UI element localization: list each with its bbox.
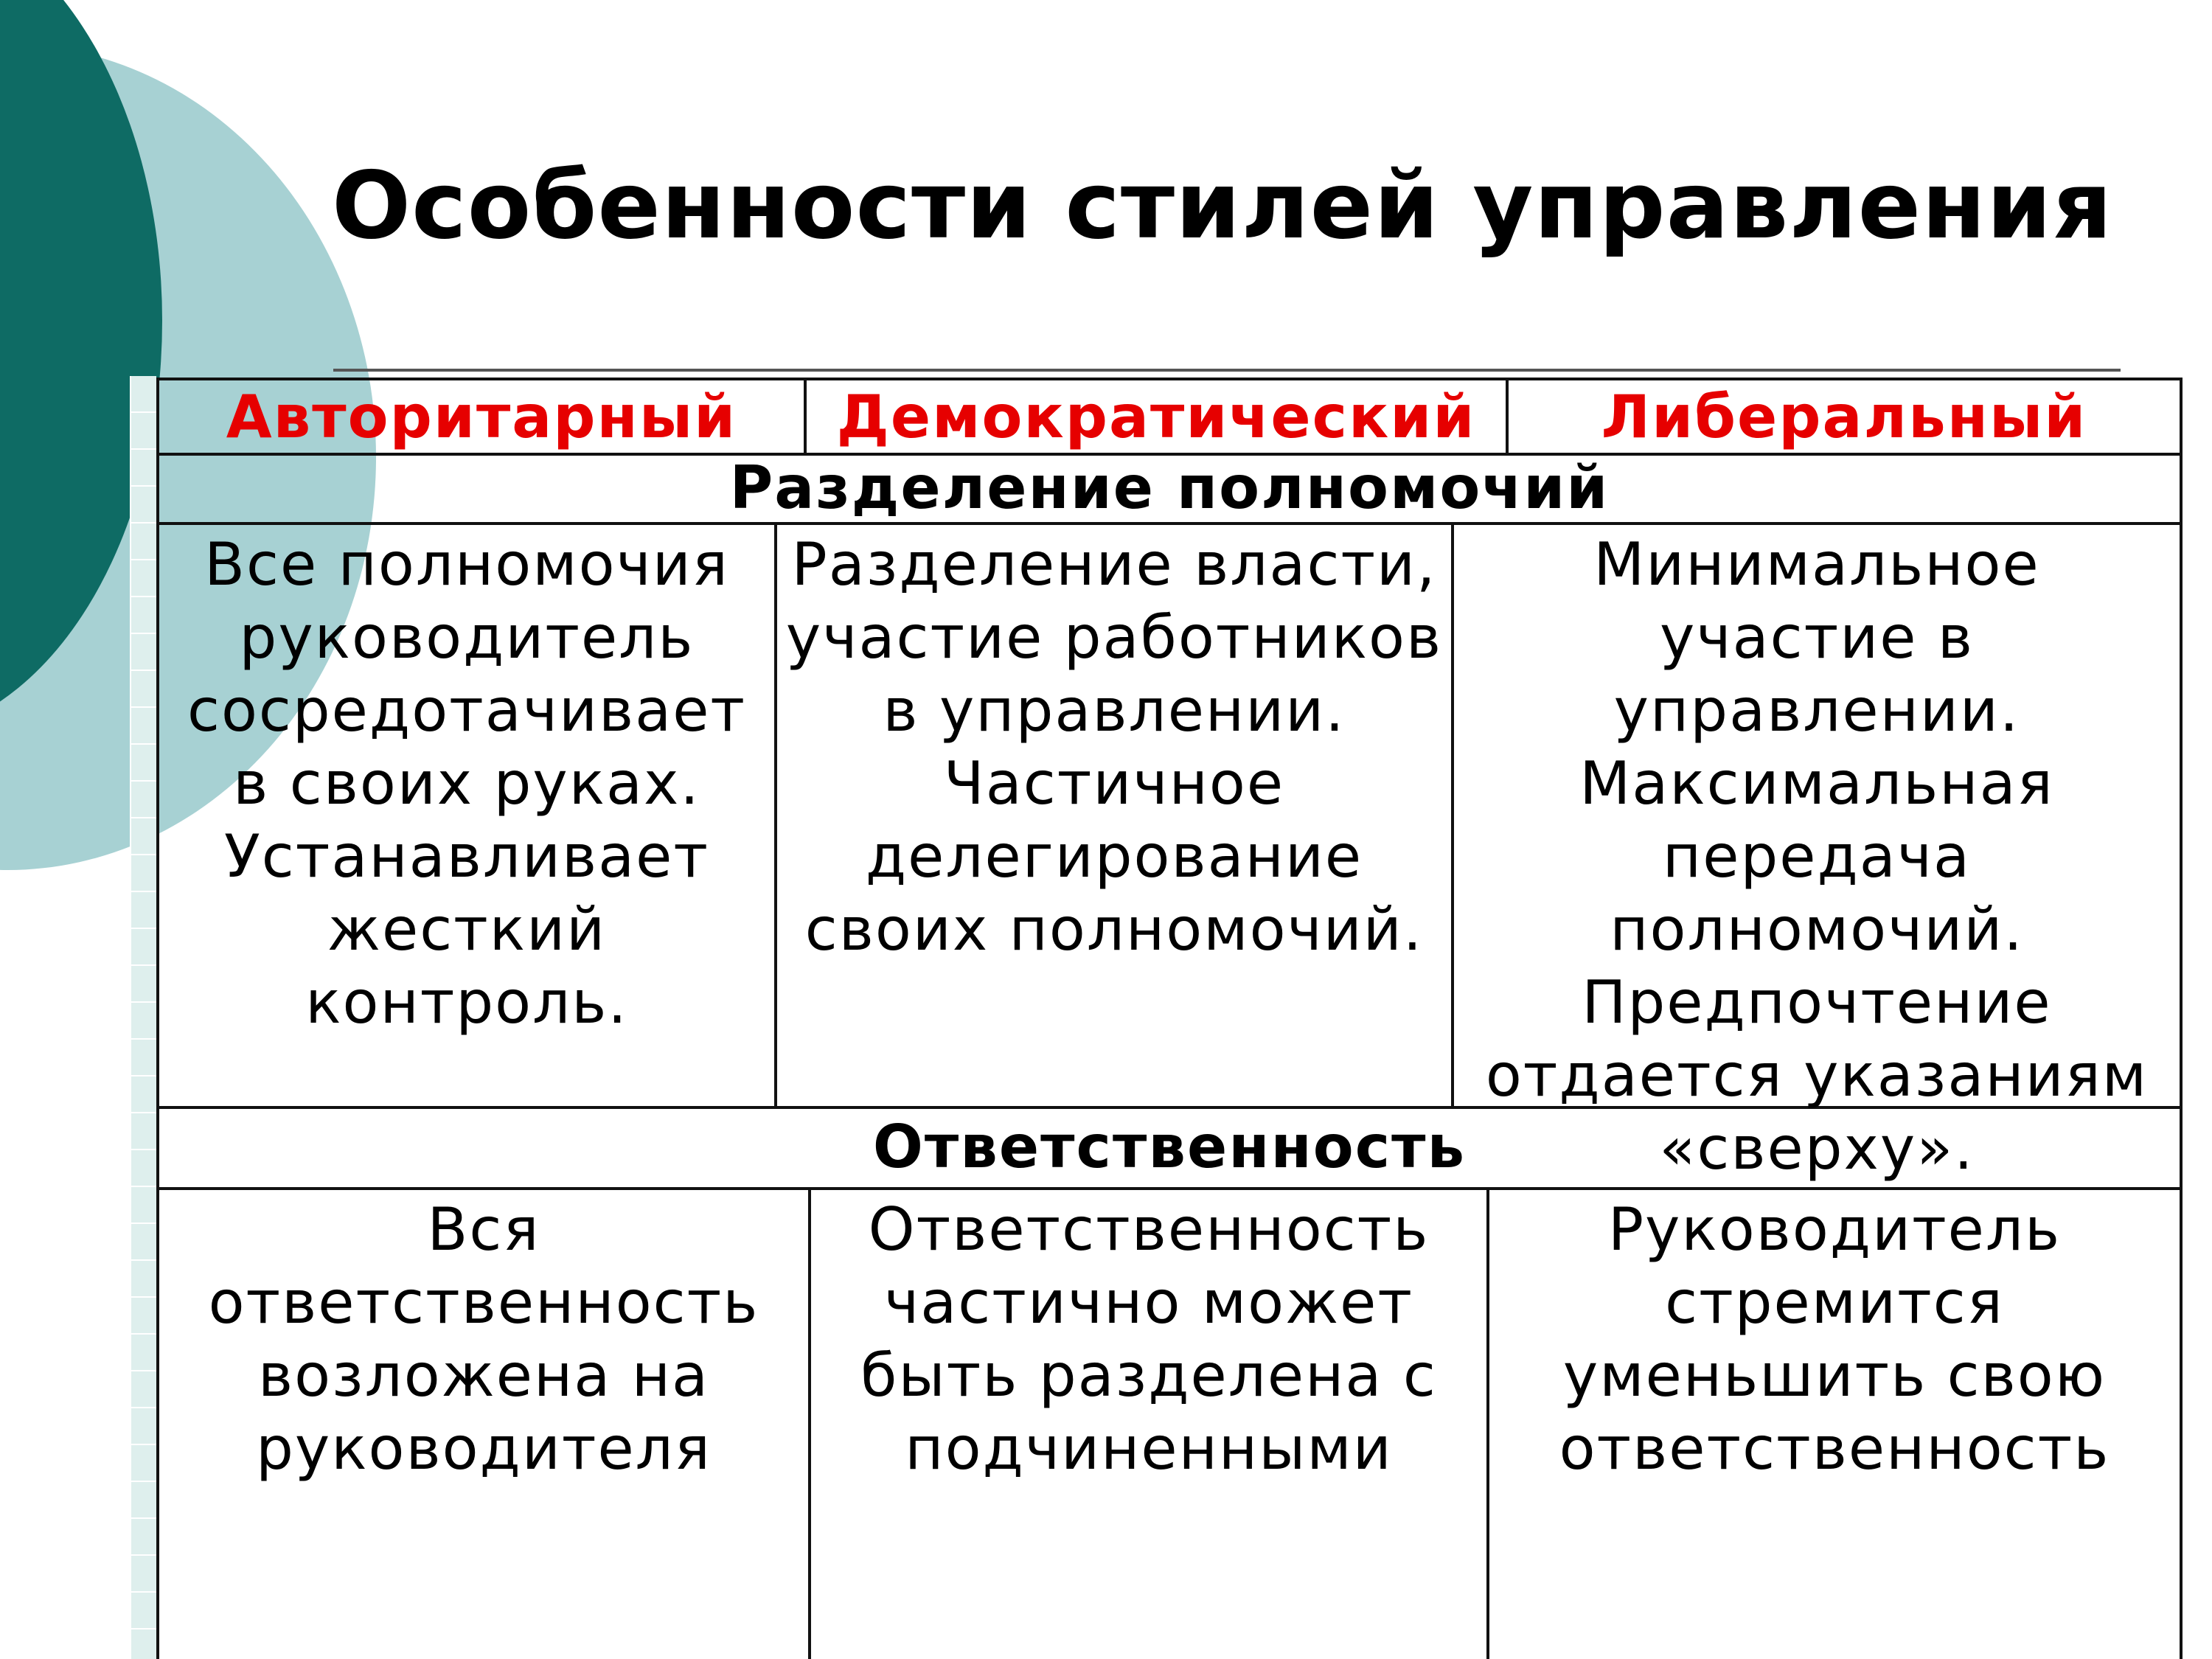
table-header-row: [159, 380, 2180, 456]
header-democratic: Демократический: [804, 380, 1506, 453]
table-row-responsibility: [159, 1190, 2180, 1659]
cell-powers-authoritarian: [159, 525, 774, 1106]
cell-text: Разделение власти, участие работников в управлении. Частичное делегирование своих полномочий.: [785, 530, 1443, 964]
cell-responsibility-liberal: [1486, 1190, 2180, 1659]
cell-text: Все полномочия руководитель сосредотачивает в своих руках. Устанавливает жесткий контроль.: [187, 530, 747, 1037]
cell-responsibility-democratic: [808, 1190, 1486, 1659]
decor-stripe: [130, 376, 156, 1659]
cell-powers-democratic: [774, 525, 1451, 1106]
cell-powers-liberal: [1451, 525, 2180, 1183]
cell-text: Минимальное участие в управлении. Максимальная передача полномочий. Предпочтение отдается указаниям «сверху».: [1485, 530, 2149, 1183]
title-underline: [333, 369, 2121, 372]
cell-responsibility-authoritarian: [159, 1190, 808, 1659]
header-authoritarian: Авторитарный: [226, 382, 737, 451]
section-heading-powers: Разделение полномочий: [159, 453, 2180, 525]
cell-text: Ответственность частично может быть разделена с подчиненными: [860, 1195, 1437, 1483]
cell-text: Вся ответственность возложена на руководителя: [208, 1195, 759, 1483]
cell-text: Руководитель стремится уменьшить свою ответственность: [1559, 1195, 2110, 1483]
comparison-table: [156, 378, 2183, 1659]
header-liberal: Либеральный: [1506, 380, 2180, 453]
section-heading-responsibility: Ответственность: [159, 1106, 2180, 1190]
slide-title: Особенности стилей управления: [332, 151, 2113, 260]
